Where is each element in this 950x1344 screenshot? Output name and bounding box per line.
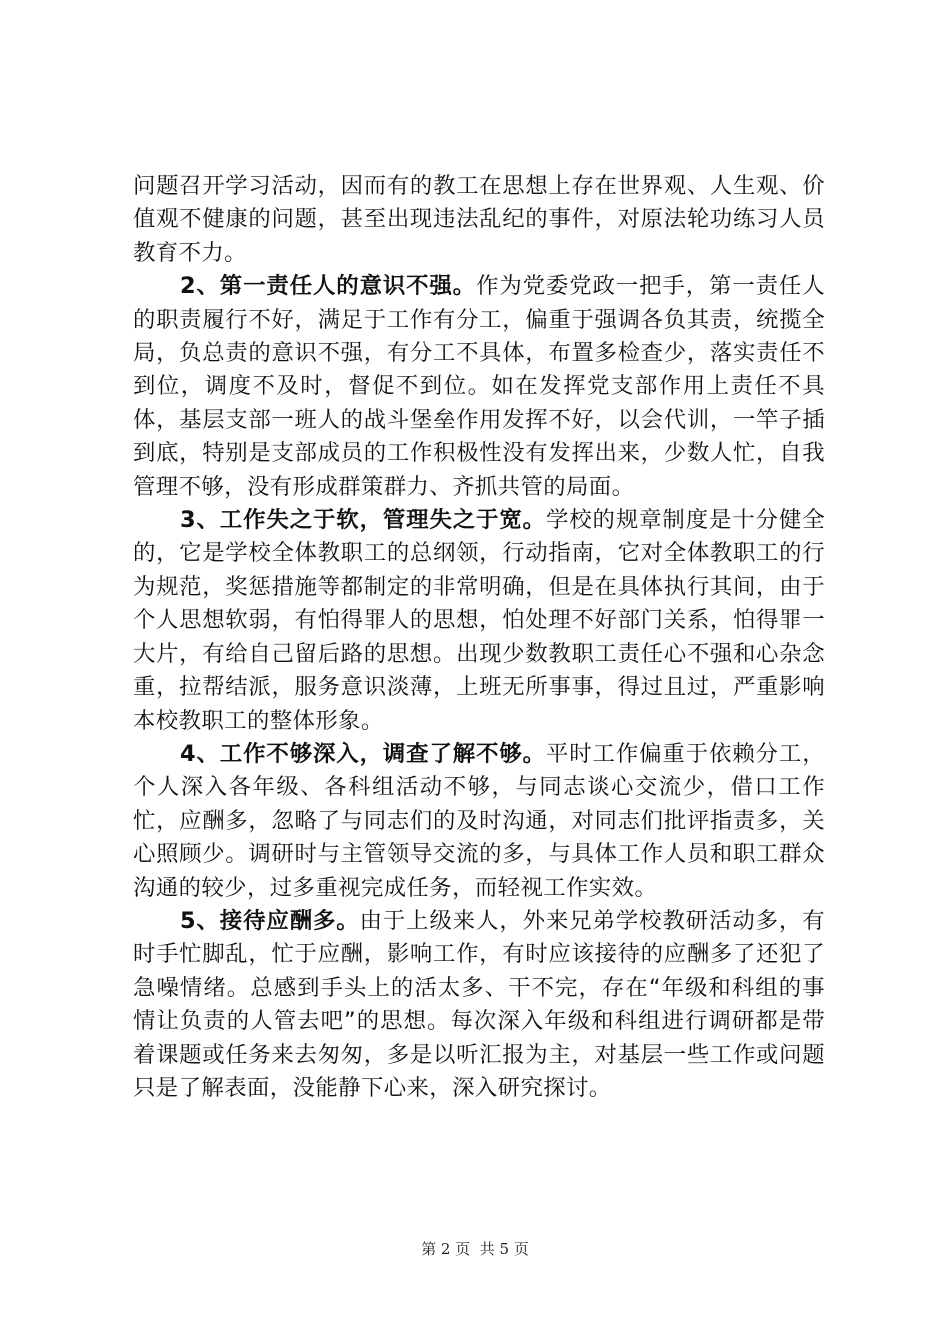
section-heading-4: 4、工作不够深入，调查了解不够。 [180,740,546,767]
section-heading-5: 5、接待应酬多。 [180,907,360,934]
section-body-5: 由于上级来人，外来兄弟学校教研活动多，有时手忙脚乱，忙于应酬，影响工作，有时应该接待的应酬多了还犯了急噪情绪。总感到手头上的活太多、干不完，存在“年级和科组的事情让负责的人管去吧”的思想。每次深入年级和科组进行调研都是带着课题或任务来去匆匆，多是以听汇报为主，对基层一些工作或问题只是了解表面，没能静下心来，深入研究探讨。 [133,907,826,1101]
section-body-4: 平时工作偏重于依赖分工，个人深入各年级、各科组活动不够，与同志谈心交流少，借口工作忙，应酬多，忽略了与同志们的及时沟通，对同志们批评指责多，关心照顾少。调研时与主管领导交流的多，与具体工作人员和职工群众沟通的较少，过多重视完成任务，而轻视工作实效。 [133,740,825,901]
section-body-3: 学校的规章制度是十分健全的，它是学校全体教职工的总纲领，行动指南，它对全体教职工的行为规范，奖惩措施等都制定的非常明确，但是在具体执行其间，由于个人思想软弱，有怕得罪人的思想，怕处理不好部门关系，怕得罪一大片，有给自己留后路的思想。出现少数教职工责任心不强和心杂念重，拉帮结派，服务意识淡薄，上班无所事事，得过且过，严重影响本校教职工的整体形象。 [133,507,825,734]
document-body [133,170,825,1105]
section-heading-3: 3、工作失之于软，管理失之于宽。 [180,507,546,534]
section-heading-2: 2、第一责任人的意识不强。 [180,273,477,300]
continuation-paragraph: 问题召开学习活动，因而有的教工在思想上存在世界观、人生观、价值观不健康的问题，甚至出现违法乱纪的事件，对原法轮功练习人员教育不力。 [133,173,825,266]
section-paragraph-4 [133,738,825,905]
section-paragraph-5 [133,905,825,1105]
section-paragraph-2 [133,270,825,504]
section-body-2: 作为党委党政一把手，第一责任人的职责履行不好，满足于工作有分工，偏重于强调各负其责，统揽全局，负总责的意识不强，有分工不具体，布置多检查少，落实责任不到位，调度不及时，督促不到位。如在发挥党支部作用上责任不具体，基层支部一班人的战斗堡垒作用发挥不好，以会代训，一竿子插到底，特别是支部成员的工作积极性没有发挥出来，少数人忙，自我管理不够，没有形成群策群力、齐抓共管的局面。 [133,273,826,500]
section-paragraph-3 [133,504,825,738]
page-number-footer: 第 2 页 共 5 页 [421,1240,529,1258]
